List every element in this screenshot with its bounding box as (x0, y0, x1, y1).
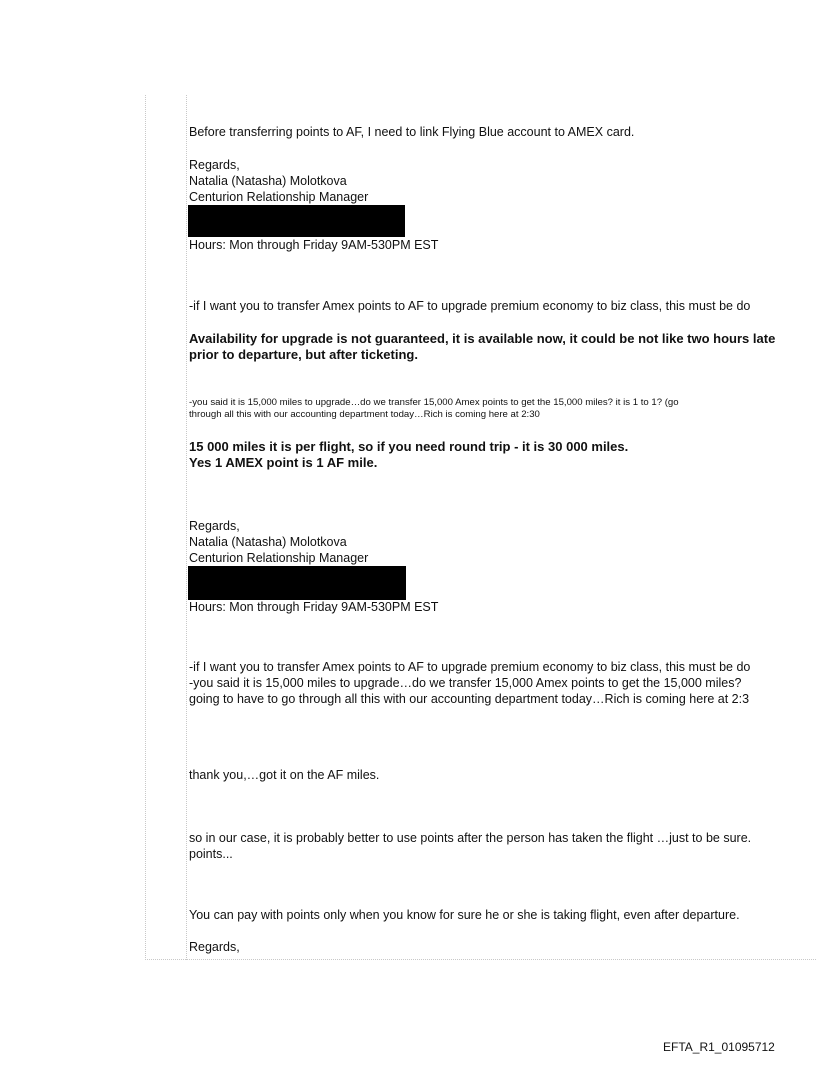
document-id: EFTA_R1_01095712 (663, 1040, 775, 1054)
signature-name: Natalia (Natasha) Molotkova (189, 535, 347, 549)
signature-title: Centurion Relationship Manager (189, 190, 369, 204)
question-miles: -you said it is 15,000 miles to upgrade…do we transfer 15,000 Amex points to get the 15,000 miles? it is 1 to 1? (go (189, 397, 679, 408)
answer-availability-cont: prior to departure, but after ticketing. (189, 347, 418, 362)
pay-with-points-text: You can pay with points only when you know for sure he or she is taking flight, even after departure. (189, 908, 740, 922)
quoted-question: -you said it is 15,000 miles to upgrade…do we transfer 15,000 Amex points to get the 15,000 miles? (189, 676, 742, 690)
signature-hours: Hours: Mon through Friday 9AM-530PM EST (189, 238, 439, 252)
signature-title: Centurion Relationship Manager (189, 551, 369, 565)
signature-name: Natalia (Natasha) Molotkova (189, 174, 347, 188)
signature-regards: Regards, (189, 158, 240, 172)
question-transfer: -if I want you to transfer Amex points to AF to upgrade premium economy to biz class, this must be do (189, 299, 751, 313)
intro-text: Before transferring points to AF, I need to link Flying Blue account to AMEX card. (189, 125, 635, 139)
answer-miles: 15 000 miles it is per flight, so if you need round trip - it is 30 000 miles. (189, 439, 629, 454)
case-text: so in our case, it is probably better to use points after the person has taken the flight …just to be sure. (189, 831, 752, 845)
case-text-cont: points... (189, 847, 233, 861)
thanks-text: thank you,…got it on the AF miles. (189, 768, 380, 782)
answer-miles-cont: Yes 1 AMEX point is 1 AF mile. (189, 455, 378, 470)
quoted-question: -if I want you to transfer Amex points to AF to upgrade premium economy to biz class, this must be do (189, 660, 751, 674)
email-body (189, 0, 816, 1073)
signature-hours: Hours: Mon through Friday 9AM-530PM EST (189, 600, 439, 614)
closing-regards: Regards, (189, 940, 240, 954)
signature-regards: Regards, (189, 519, 240, 533)
quote-divider (186, 95, 187, 960)
quoted-question: going to have to go through all this with our accounting department today…Rich is coming here at 2:3 (189, 692, 750, 706)
question-miles-cont: through all this with our accounting department today…Rich is coming here at 2:30 (189, 409, 540, 420)
answer-availability: Availability for upgrade is not guaranteed, it is available now, it could be not like two hours late (189, 331, 776, 346)
